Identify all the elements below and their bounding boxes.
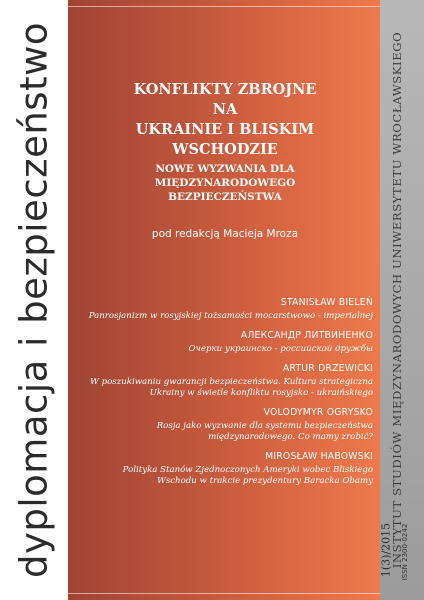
article-title-line: Rosja jako wyzwanie dla systemu bezpieczeństwa <box>156 421 373 431</box>
article-author: ARTUR DRZEWICKI <box>282 363 373 374</box>
top-divider <box>68 6 380 7</box>
subtitle-line: NOWE WYZWANIA DLA MIĘDZYNARODOWEGO <box>154 163 296 189</box>
article-item <box>80 363 373 399</box>
editor-credit: pod redakcją Macieja Mroza <box>151 228 299 240</box>
article-author: STANISŁAW BIELEŃ <box>280 297 373 308</box>
article-title-line: Очерки украинско - российской дружбы <box>188 344 373 354</box>
article-author: АЛЕКСАНДР ЛИТВИНЕНКО <box>240 330 373 341</box>
article-list <box>80 297 373 495</box>
article-title-line: Ukrainy w świetle konfliktu rosyjsko - ukraińskiego <box>149 388 373 398</box>
article-title <box>80 465 373 487</box>
article-item <box>80 297 373 322</box>
institute-name: INSTYTUT STUDIÓW MIĘDZYNARODOWYCH UNIWERSYTETU WROCŁAWSKIEGO <box>390 31 404 569</box>
article-title-line: Polityka Stanów Zjednoczonych Ameryki wobec Bliskiego <box>122 465 373 475</box>
article-title-line: Panrosjanizm w rosyjskiej tożsamości mocarstwowo - imperialnej <box>88 311 373 321</box>
title-line: KONFLIKTY ZBROJNE <box>133 81 317 98</box>
article-author: MIROSŁAW HABOWSKI <box>265 451 373 462</box>
article-title-line: międzynarodowego. Co mamy zrobić? <box>208 432 373 442</box>
article-title <box>80 344 373 355</box>
cover-title <box>90 80 360 160</box>
issue-number: 1(3)/2015 <box>379 522 393 578</box>
article-item <box>80 330 373 355</box>
title-line: UKRAINIE I BLISKIM WSCHODZIE <box>135 121 315 158</box>
article-author: VOLODYMYR OGRYSKO <box>263 407 373 418</box>
bottom-divider <box>68 593 380 594</box>
article-item <box>80 451 373 487</box>
series-title: dyplomacja i bezpieczeństwo <box>12 22 56 578</box>
issn-number: ISSN 2300-0242 <box>401 523 409 581</box>
article-title-line: Wschodu w trakcie prezydentury Baracka Obamy <box>157 476 373 486</box>
article-item <box>80 407 373 443</box>
subtitle-line: BEZPIECZEŃSTWA <box>168 191 282 203</box>
article-title <box>80 421 373 443</box>
article-title-line: W poszukiwaniu gwarancji bezpieczeństwa. Kultura strategiczna <box>90 377 373 387</box>
title-line: NA <box>212 101 238 118</box>
cover-subtitle <box>90 162 360 204</box>
article-title <box>80 377 373 399</box>
article-title <box>80 311 373 322</box>
